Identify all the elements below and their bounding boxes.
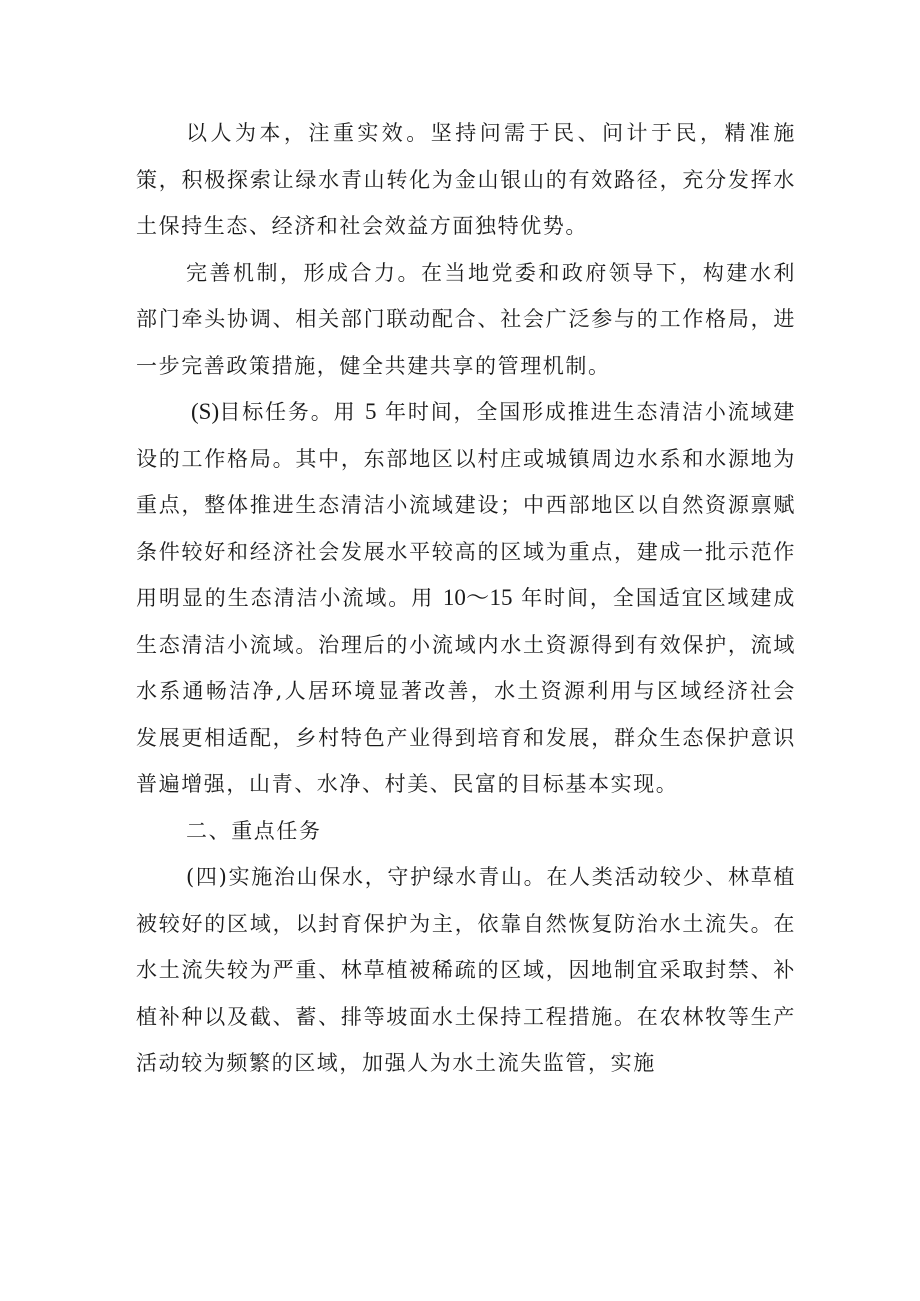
- target-tasks-years-5: 5: [364, 399, 377, 424]
- paragraph-mountain-water-protection: (四)实施治山保水，守护绿水青山。在人类活动较少、林草植被较好的区域，以封育保护为主，依靠自然恢复防治水土流失。在水土流失较为严重、林草植被稀疏的区域，因地制宜采取封禁、补植补种以及截、蓄、排等坡面水土保持工程措施。在农林牧等生产活动较为频繁的区域，加强人为水土流失监管，实施: [136, 865, 796, 1075]
- target-tasks-prefix: (S): [191, 399, 220, 424]
- paragraph-people-oriented: 以人为本，注重实效。坚持问需于民、问计于民，精准施策，积极探索让绿水青山转化为金山银山的有效路径，充分发挥水土保持生态、经济和社会效益方面独特优势。: [136, 121, 796, 238]
- section-heading-key-tasks: 二、重点任务: [186, 818, 322, 843]
- paragraph-improve-mechanism: 完善机制，形成合力。在当地党委和政府领导下，构建水利部门牵头协调、相关部门联动配合、社会广泛参与的工作格局，进一步完善政策措施，健全共建共享的管理机制。: [136, 260, 796, 378]
- target-tasks-years-10-15: 10～15: [442, 585, 513, 610]
- target-tasks-text-b: 年时间，全国形成推进生态清洁小流域建设的工作格局。其中，东部地区以村庄或城镇周边水系和水源地为重点，整体推进生态清洁小流域建设；中西部地区以自然资源禀赋条件较好和经济社会发展水平较高的区域为重点，建成一批示范作用明显的生态清洁小流域。用: [136, 400, 796, 610]
- target-tasks-text-c: 年时间，全国适宜区域建成生态清洁小流域。治理后的小流域内水土资源得到有效保护，流域水系通畅洁净,人居环境显著改善，水土资源利用与区域经济社会发展更相适配，乡村特色产业得到培育和发展，群众生态保护意识普遍增强，山青、水净、村美、民富的目标基本实现。: [136, 586, 797, 796]
- paragraph-target-tasks: [136, 389, 796, 808]
- target-tasks-text-a: 目标任务。用: [219, 400, 357, 424]
- document-body: [136, 110, 796, 1087]
